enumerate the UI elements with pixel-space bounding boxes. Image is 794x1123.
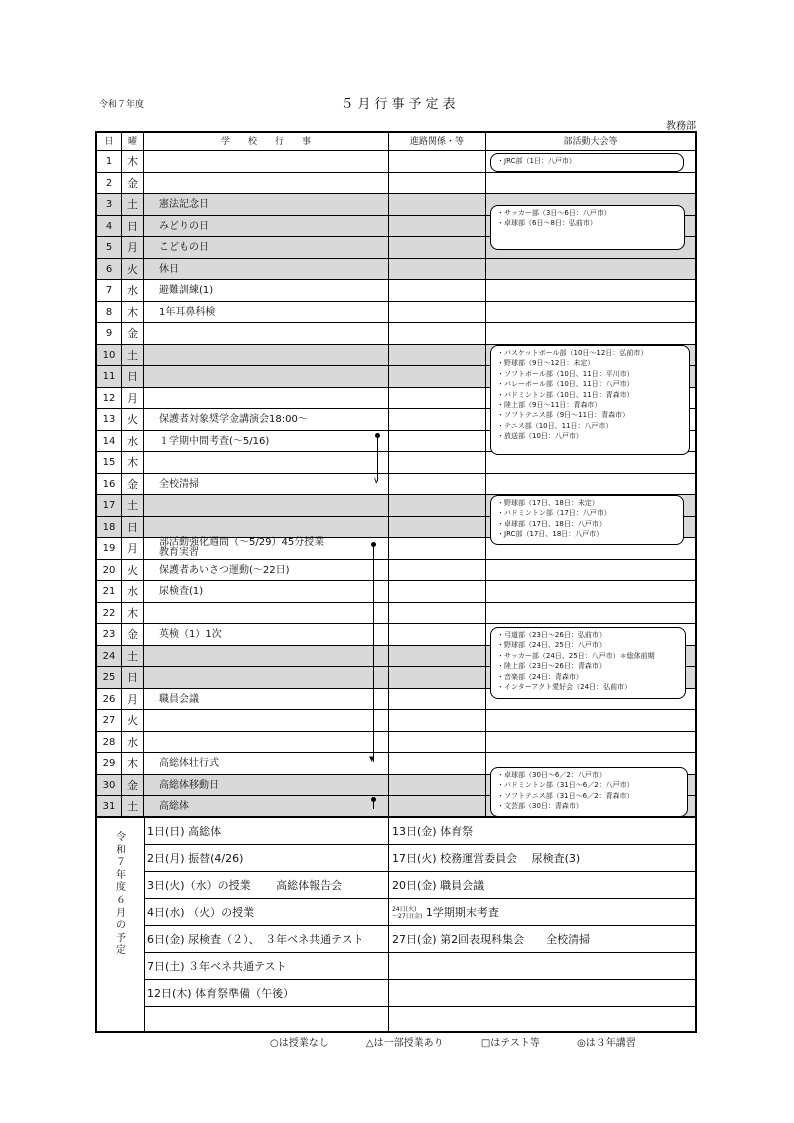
- club-event-bubble: [490, 767, 688, 817]
- june-vertical-label: 令和７年度 ６月の予定: [116, 832, 136, 957]
- event-cell: [144, 732, 389, 753]
- col-header-weekday: 曜: [122, 133, 144, 151]
- day-cell: 13: [97, 409, 122, 430]
- shinro-cell: [389, 388, 486, 409]
- shinro-cell: [389, 345, 486, 366]
- club-cell: [486, 474, 695, 495]
- weekday-cell: 金: [122, 173, 144, 194]
- june-right-cell: [389, 1007, 695, 1031]
- event-cell: 1年耳鼻科検: [144, 302, 389, 323]
- club-cell: [486, 280, 695, 301]
- weekday-cell: 水: [122, 581, 144, 602]
- june-left-cell: 6日(金) 尿検査（２）、 ３年ベネ共通テスト: [144, 926, 389, 952]
- club-event-line: ・文芸部（30日：青森市）: [497, 802, 583, 811]
- club-event-line: ・陸上部（9日～11日：青森市）: [497, 401, 602, 410]
- club-event-line: ・JRC部（1日：八戸市）: [497, 157, 576, 165]
- club-event-line: ・野球部（24日、25日：八戸市）: [497, 641, 606, 650]
- club-event-line: ・ソフトテニス部（31日～6／2：青森市）: [497, 791, 634, 800]
- june-label-column: [97, 818, 145, 1031]
- event-cell: [144, 452, 389, 473]
- june-left-cell: 2日(月) 振替(4/26): [144, 845, 389, 871]
- event-cell: [144, 151, 389, 172]
- shinro-cell: [389, 753, 486, 774]
- event-cell: [144, 517, 389, 538]
- event-cell: 尿検査(1): [144, 581, 389, 602]
- june-left-cell: [144, 1007, 389, 1031]
- day-cell: 11: [97, 366, 122, 387]
- day-cell: 6: [97, 259, 122, 280]
- day-cell: 21: [97, 581, 122, 602]
- table-row: [97, 560, 695, 582]
- day-cell: 18: [97, 517, 122, 538]
- june-right-cell: [389, 980, 695, 1006]
- col-header-day: 日: [97, 133, 122, 151]
- day-cell: 16: [97, 474, 122, 495]
- june-left-cell: 12日(木) 体育祭準備（午後）: [144, 980, 389, 1006]
- schedule-table: [95, 131, 697, 818]
- shinro-cell: [389, 194, 486, 215]
- club-week-arrow-line: [373, 546, 374, 762]
- day-cell: 8: [97, 302, 122, 323]
- weekday-cell: 土: [122, 345, 144, 366]
- event-cell: [144, 710, 389, 731]
- table-row: [97, 452, 695, 474]
- event-cell: 休日: [144, 259, 389, 280]
- weekday-cell: 木: [122, 302, 144, 323]
- event-cell: 避難訓練(1): [144, 280, 389, 301]
- date-range-small: [392, 906, 422, 920]
- club-event-line: ・ソフトテニス部（9日～11日：青森市）: [497, 411, 630, 420]
- event-cell: [144, 538, 389, 559]
- weekday-cell: 金: [122, 323, 144, 344]
- day-cell: 14: [97, 431, 122, 452]
- club-event-line: ・卓球部（6日～8日：弘前市）: [497, 219, 597, 228]
- club-event-line: ・野球部（9日～12日：未定）: [497, 359, 595, 368]
- shinro-cell: [389, 452, 486, 473]
- day-cell: 9: [97, 323, 122, 344]
- weekday-cell: 火: [122, 560, 144, 581]
- weekday-cell: 木: [122, 603, 144, 624]
- club-event-line: ・陸上部（23日～26日：青森市）: [497, 662, 606, 671]
- june-row: [144, 818, 695, 845]
- day-cell: 2: [97, 173, 122, 194]
- shinro-cell: [389, 366, 486, 387]
- club-cell: [486, 581, 695, 602]
- shinro-cell: [389, 796, 486, 818]
- club-event-line: ・バドミントン部（31日～6／2：八戸市）: [497, 781, 634, 790]
- event-cell: 英検（1）1次: [144, 624, 389, 645]
- day-cell: 28: [97, 732, 122, 753]
- day-cell: 15: [97, 452, 122, 473]
- event-line: 教育実習: [159, 547, 199, 558]
- club-event-line: ・弓道部（23日～26日：弘前市）: [497, 631, 606, 639]
- shinro-cell: [389, 581, 486, 602]
- legend-test: □はテスト等: [480, 1038, 540, 1049]
- june-row: [144, 980, 695, 1007]
- club-cell: [486, 560, 695, 581]
- exam-arrow-line: [377, 437, 378, 481]
- table-row: [97, 581, 695, 603]
- weekday-cell: 月: [122, 237, 144, 258]
- weekday-cell: 月: [122, 689, 144, 710]
- table-row: [97, 603, 695, 625]
- shinro-cell: [389, 624, 486, 645]
- event-cell: 職員会議: [144, 689, 389, 710]
- club-event-line: ・JRC部（17日、18日：八戸市）: [497, 530, 604, 539]
- era-label: 令和７年度: [99, 100, 145, 110]
- shinro-cell: [389, 689, 486, 710]
- june-row: [144, 926, 695, 953]
- day-cell: 22: [97, 603, 122, 624]
- event-cell: 高総体壮行式: [144, 753, 389, 774]
- event-cell: [144, 646, 389, 667]
- event-cell: [144, 323, 389, 344]
- event-cell: みどりの日: [144, 216, 389, 237]
- weekday-cell: 日: [122, 667, 144, 688]
- weekday-cell: 金: [122, 624, 144, 645]
- table-row: [97, 302, 695, 324]
- day-cell: 1: [97, 151, 122, 172]
- june-row: [144, 1007, 695, 1031]
- weekday-cell: 金: [122, 775, 144, 796]
- shinro-cell: [389, 603, 486, 624]
- club-event-line: ・卓球部（30日～6／2：八戸市）: [497, 771, 606, 779]
- club-event-line: ・インターアクト愛好会（24日：弘前市）: [497, 683, 632, 692]
- weekday-cell: 水: [122, 732, 144, 753]
- table-row: [97, 259, 695, 281]
- shinro-cell: [389, 474, 486, 495]
- weekday-cell: 月: [122, 388, 144, 409]
- weekday-cell: 月: [122, 538, 144, 559]
- weekday-cell: 土: [122, 796, 144, 818]
- club-event-line: ・野球部（17日、18日：未定）: [497, 499, 599, 507]
- shinro-cell: [389, 173, 486, 194]
- club-event-line: ・サッカー部（3日～6日：八戸市）: [497, 209, 611, 217]
- shinro-cell: [389, 710, 486, 731]
- shinro-cell: [389, 151, 486, 172]
- legend: [270, 1034, 670, 1049]
- june-row: [144, 872, 695, 899]
- event-cell: [144, 366, 389, 387]
- club-cell: [486, 302, 695, 323]
- june-left-cell: 7日(土) ３年ベネ共通テスト: [144, 953, 389, 979]
- day-cell: 31: [97, 796, 122, 818]
- shinro-cell: [389, 732, 486, 753]
- shinro-cell: [389, 216, 486, 237]
- club-event-line: ・放送部（10日：八戸市）: [497, 432, 583, 441]
- club-event-bubble: [490, 495, 684, 545]
- weekday-cell: 水: [122, 431, 144, 452]
- day-cell: 27: [97, 710, 122, 731]
- day-cell: 20: [97, 560, 122, 581]
- shinro-cell: [389, 495, 486, 516]
- day-cell: 23: [97, 624, 122, 645]
- june-right-cell: [389, 953, 695, 979]
- weekday-cell: 土: [122, 495, 144, 516]
- june-right-cell: 20日(金) 職員会議: [392, 879, 485, 892]
- weekday-cell: 火: [122, 710, 144, 731]
- day-cell: 3: [97, 194, 122, 215]
- event-cell: [144, 495, 389, 516]
- weekday-cell: 木: [122, 753, 144, 774]
- weekday-cell: 日: [122, 517, 144, 538]
- june-left-cell: 3日(火)（水）の授業 高総体報告会: [144, 872, 389, 898]
- event-cell: １学期中間考査(～5/16): [144, 431, 389, 452]
- day-cell: 7: [97, 280, 122, 301]
- club-week-arrow-head: ▼: [369, 755, 375, 763]
- club-cell: [486, 603, 695, 624]
- club-event-bubble: [490, 205, 685, 250]
- club-event-line: ・ソフトボール部（10日、11日：平川市）: [497, 369, 634, 378]
- shinro-cell: [389, 237, 486, 258]
- club-event-line: ・バドミントン部（10日、11日：青森市）: [497, 390, 634, 399]
- event-cell: 高総体移動日: [144, 775, 389, 796]
- weekday-cell: 日: [122, 216, 144, 237]
- june-preview: [95, 816, 697, 1033]
- weekday-cell: 火: [122, 409, 144, 430]
- weekday-cell: 土: [122, 646, 144, 667]
- event-cell: 全校清掃: [144, 474, 389, 495]
- shinro-cell: [389, 431, 486, 452]
- table-row: [97, 173, 695, 195]
- day-cell: 10: [97, 345, 122, 366]
- event-cell: 保護者あいさつ運動(～22日): [144, 560, 389, 581]
- legend-lecture: ◎は３年講習: [577, 1038, 636, 1049]
- department-label: 教務部: [666, 121, 696, 132]
- table-row: [97, 323, 695, 345]
- page-title: ５月行事予定表: [340, 97, 460, 112]
- col-header-shinro: 進路関係・等: [389, 133, 486, 151]
- june-right-cell: 27日(金) 第2回表現科集会 全校清掃: [392, 933, 591, 946]
- day-cell: 17: [97, 495, 122, 516]
- club-cell: [486, 173, 695, 194]
- event-cell: 憲法記念日: [144, 194, 389, 215]
- june-left-cell: 1日(日) 高総体: [144, 818, 389, 844]
- shinro-cell: [389, 323, 486, 344]
- weekday-cell: 金: [122, 474, 144, 495]
- event-cell: [144, 173, 389, 194]
- event-cell: [144, 345, 389, 366]
- club-cell: [486, 452, 695, 473]
- table-row: [97, 280, 695, 302]
- shinro-cell: [389, 259, 486, 280]
- weekday-cell: 火: [122, 259, 144, 280]
- event-line: 部活動強化週間（～5/29）45分授業: [159, 537, 325, 548]
- club-event-line: ・バレーボール部（10日、11日：八戸市）: [497, 380, 634, 389]
- club-event-line: ・卓球部（17日、18日：八戸市）: [497, 519, 606, 528]
- table-row: [97, 474, 695, 496]
- inter-high-line: [373, 799, 374, 809]
- june-right-cell: [389, 899, 695, 925]
- shinro-cell: [389, 280, 486, 301]
- event-cell: [144, 603, 389, 624]
- june-right-cell: 13日(金) 体育祭: [392, 825, 474, 838]
- club-cell: [486, 710, 695, 731]
- shinro-cell: [389, 560, 486, 581]
- club-event-line: ・バドミントン部（17日：八戸市）: [497, 509, 611, 518]
- club-event-line: ・バスケットボール部（10日～12日：弘前市）: [497, 349, 648, 357]
- date-range-start: 24日(火): [392, 906, 417, 913]
- day-cell: 24: [97, 646, 122, 667]
- col-header-club: 部活動大会等: [486, 133, 695, 151]
- club-event-line: ・サッカー部（24日、25日：八戸市）＊総体前期: [497, 651, 655, 660]
- weekday-cell: 日: [122, 366, 144, 387]
- club-cell: [486, 732, 695, 753]
- shinro-cell: [389, 646, 486, 667]
- club-event-line: ・テニス部（10日、11日：八戸市）: [497, 421, 613, 430]
- exam-arrow-head: ∨: [373, 476, 380, 486]
- shinro-cell: [389, 667, 486, 688]
- club-cell: [486, 323, 695, 344]
- day-cell: 26: [97, 689, 122, 710]
- table-row: [97, 710, 695, 732]
- shinro-cell: [389, 517, 486, 538]
- june-row: [144, 899, 695, 926]
- shinro-cell: [389, 302, 486, 323]
- june-right-cell: 17日(火) 校務運営委員会 尿検査(3): [392, 852, 581, 865]
- event-cell: 高総体: [144, 796, 389, 818]
- weekday-cell: 木: [122, 151, 144, 172]
- day-cell: 5: [97, 237, 122, 258]
- club-event-bubble: [490, 627, 686, 699]
- club-event-bubble: [490, 345, 690, 455]
- day-cell: 30: [97, 775, 122, 796]
- event-cell: [144, 388, 389, 409]
- event-cell: こどもの日: [144, 237, 389, 258]
- shinro-cell: [389, 538, 486, 559]
- club-event-line: ・音楽部（24日：青森市）: [497, 672, 583, 681]
- club-cell: [486, 259, 695, 280]
- june-row: [144, 845, 695, 872]
- event-cell: 保護者対象奨学金講演会18:00～: [144, 409, 389, 430]
- day-cell: 12: [97, 388, 122, 409]
- legend-partial-class: △は一部授業あり: [365, 1038, 444, 1049]
- june-right-text: 1学期期末考査: [422, 906, 499, 919]
- shinro-cell: [389, 409, 486, 430]
- day-cell: 29: [97, 753, 122, 774]
- weekday-cell: 土: [122, 194, 144, 215]
- june-row: [144, 953, 695, 980]
- event-cell: [144, 667, 389, 688]
- date-range-end: ～27日(金): [392, 913, 423, 920]
- legend-no-class: ○は授業なし: [270, 1038, 329, 1049]
- weekday-cell: 水: [122, 280, 144, 301]
- shinro-cell: [389, 775, 486, 796]
- col-header-events: 学 校 行 事: [144, 133, 389, 151]
- weekday-cell: 木: [122, 452, 144, 473]
- day-cell: 25: [97, 667, 122, 688]
- june-left-cell: 4日(水) （火）の授業: [144, 899, 389, 925]
- club-event-bubble: [490, 153, 684, 172]
- day-cell: 19: [97, 538, 122, 559]
- table-row: [97, 732, 695, 754]
- day-cell: 4: [97, 216, 122, 237]
